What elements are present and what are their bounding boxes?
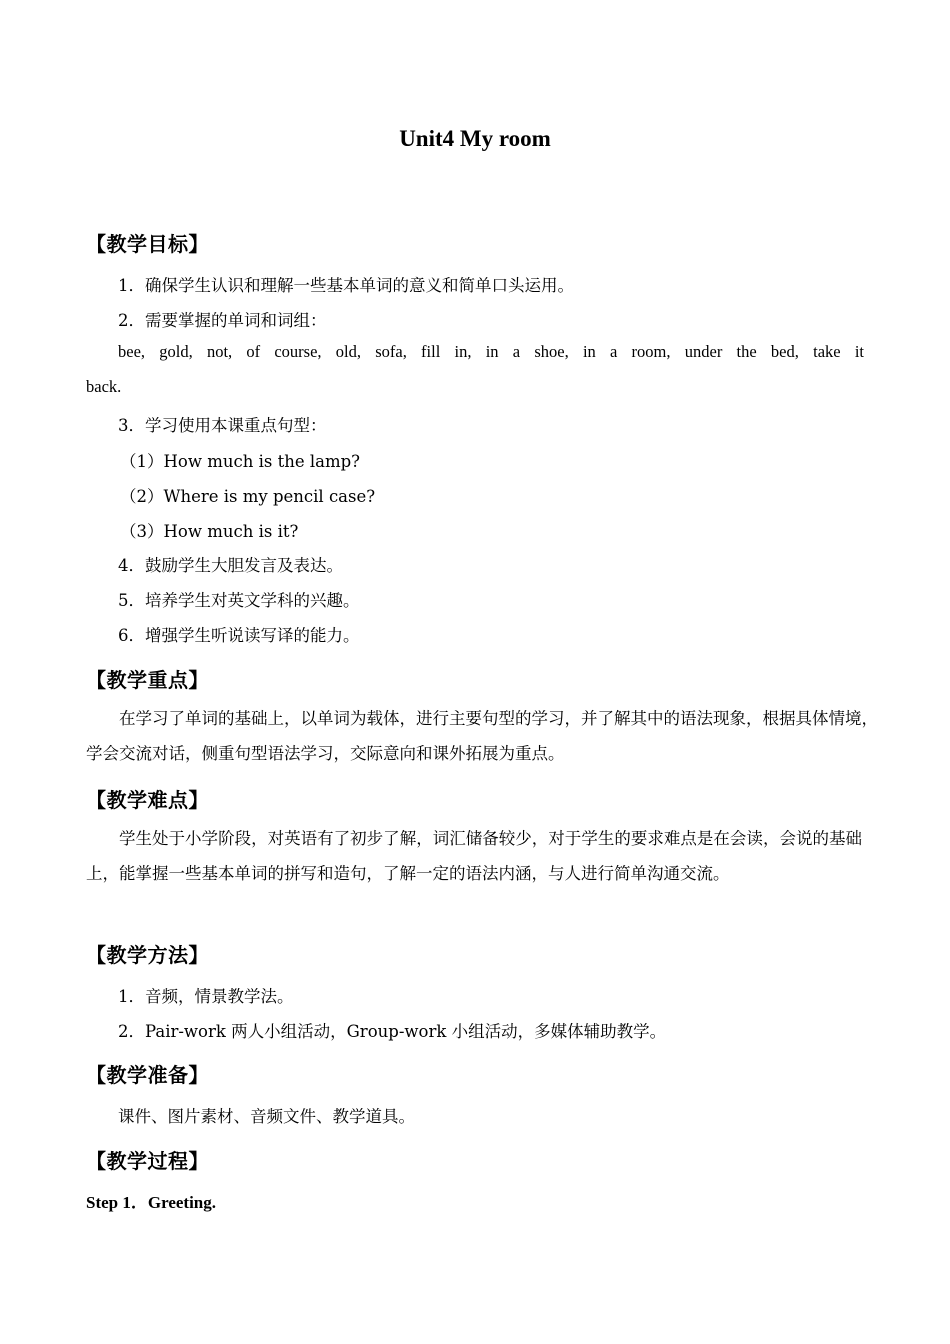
sentence-pattern-3: （3）How much is it? — [120, 522, 299, 541]
goal-item-4: 4．鼓励学生大胆发言及表达。 — [118, 556, 343, 575]
goal-item-2: 2．需要掌握的单词和词组： — [118, 311, 327, 330]
section-heading-preparation: 【教学准备】 — [86, 1063, 209, 1087]
section-heading-methods: 【教学方法】 — [86, 943, 209, 967]
goal-item-6: 6．增强学生听说读写译的能力。 — [118, 626, 360, 645]
method-item-1: 1．音频，情景教学法。 — [118, 987, 294, 1006]
step-1-heading: Step 1．Greeting. — [86, 1193, 217, 1212]
goal-item-5: 5．培养学生对英文学科的兴趣。 — [118, 591, 360, 610]
goal-item-3: 3．学习使用本课重点句型： — [118, 416, 327, 435]
goal-item-1: 1．确保学生认识和理解一些基本单词的意义和简单口头运用。 — [118, 276, 574, 295]
method-item-2: 2．Pair-work 两人小组活动，Group-work 小组活动，多媒体辅助教学。 — [118, 1022, 667, 1041]
section-heading-goals: 【教学目标】 — [86, 232, 209, 256]
vocabulary-line: bee, gold, not, of course, old, sofa, fill in, in a shoe, in a room, under the bed, take it — [118, 342, 864, 361]
vocabulary-line-end: back. — [86, 377, 122, 396]
section-heading-process: 【教学过程】 — [86, 1149, 209, 1173]
sentence-pattern-1: （1）How much is the lamp? — [120, 452, 360, 471]
difficulties-paragraph: 学生处于小学阶段，对英语有了初步了解，词汇储备较少，对于学生的要求难点是在会读，会说的基础上，能掌握一些基本单词的拼写和造句，了解一定的语法内涵，与人进行简单沟通交流。 — [86, 829, 862, 883]
sentence-pattern-2: （2）Where is my pencil case? — [120, 487, 376, 506]
section-heading-key-points: 【教学重点】 — [86, 668, 209, 692]
section-heading-difficulties: 【教学难点】 — [86, 788, 209, 812]
key-points-paragraph: 在学习了单词的基础上，以单词为载体，进行主要句型的学习，并了解其中的语法现象，根据具体情境，学会交流对话，侧重句型语法学习，交际意向和课外拓展为重点。 — [86, 709, 878, 763]
document-title: Unit4 My room — [399, 126, 551, 151]
preparation-text: 课件、图片素材、音频文件、教学道具。 — [118, 1107, 415, 1126]
